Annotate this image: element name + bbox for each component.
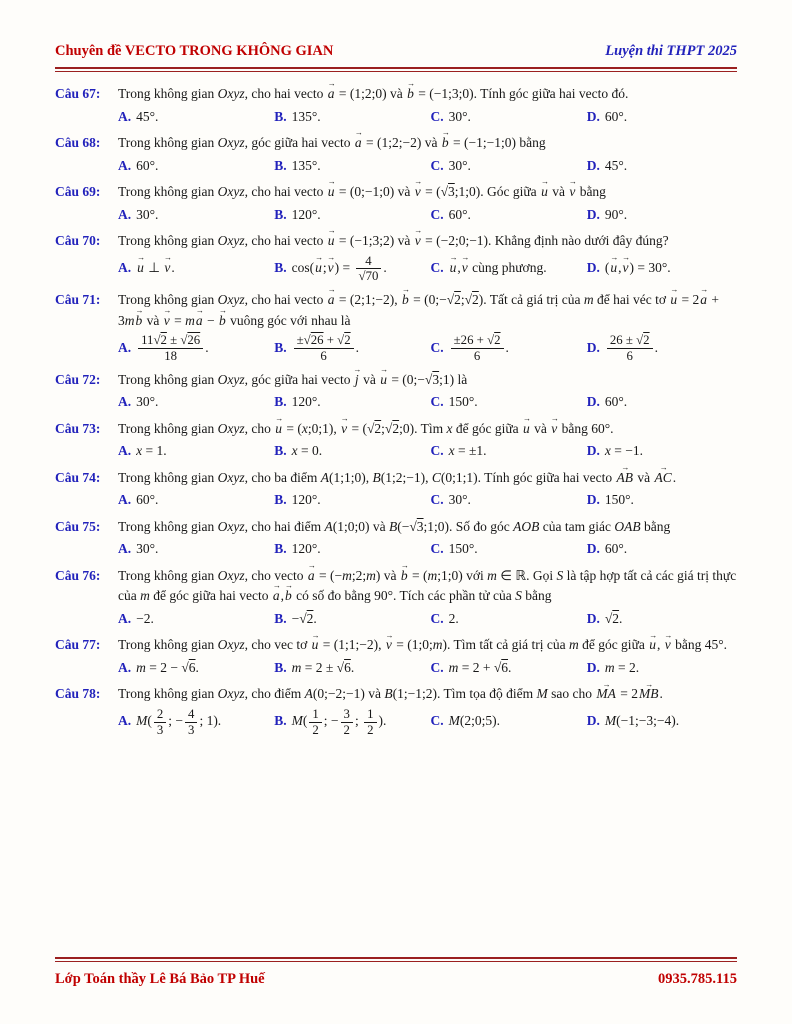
- answer-option: [587, 539, 737, 560]
- question-stem: Trong không gian Oxyz, cho ba điểm A(1;1;0), B(1;2;−1), C(0;1;1). Tính góc giữa hai vecto AB → và AC →.: [118, 468, 737, 489]
- option-letter: A.: [118, 492, 132, 508]
- option-letter: A.: [118, 259, 132, 275]
- option-text: 135°.: [291, 157, 321, 173]
- header-divider: [55, 67, 737, 72]
- option-text: 30°.: [136, 541, 159, 557]
- option-letter: B.: [274, 108, 287, 124]
- option-letter: A.: [118, 339, 132, 355]
- question-options: [118, 107, 737, 128]
- option-letter: D.: [586, 339, 600, 355]
- option-text: m = 2 − √6.: [136, 659, 199, 675]
- question: [55, 566, 737, 630]
- question-stem: Trong không gian Oxyz, cho hai điểm A(1;0;0) và B(−√3;1;0). Số đo góc AOB của tam giác OAB bằng: [118, 518, 671, 534]
- option-text: m = 2.: [604, 659, 640, 675]
- option-letter: B.: [274, 339, 287, 355]
- answer-option: [118, 490, 268, 511]
- question: [55, 684, 737, 737]
- option-text: m = 2 ± √6.: [291, 659, 355, 675]
- option-text: $\frac{\pm√26 + √2}{6}$ .: [292, 340, 359, 355]
- question-number: Câu 67:: [55, 86, 101, 102]
- question-body: [118, 182, 737, 225]
- answer-option: [587, 205, 737, 226]
- option-text: 120°.: [291, 492, 321, 508]
- option-letter: B.: [274, 259, 287, 275]
- answer-option: [431, 609, 581, 630]
- option-letter: D.: [586, 659, 600, 675]
- option-text: 60°.: [604, 108, 628, 124]
- answer-option: [274, 490, 424, 511]
- question: [55, 231, 737, 284]
- answer-option: [431, 539, 581, 560]
- question-number: Câu 69:: [55, 184, 101, 200]
- question-body: [118, 419, 737, 462]
- answer-option: [274, 254, 424, 285]
- answer-option: [118, 333, 268, 364]
- option-text: −√2.: [291, 610, 317, 626]
- question-options: [118, 707, 737, 738]
- question-options: [118, 441, 737, 462]
- option-text: 120°.: [291, 206, 321, 222]
- footer-phone-number: 0935.785.115: [658, 970, 737, 987]
- question-options: [118, 658, 737, 679]
- question: [55, 182, 737, 225]
- option-text: 120°.: [291, 541, 321, 557]
- option-letter: D.: [586, 108, 600, 124]
- question-stem: Trong không gian Oxyz, cho vec tơ u → = (1;1;−2), v → = (1;0;m). Tìm tất cả giá trị của m để góc giữa u →, v → bằng 45°.: [118, 635, 737, 656]
- answer-option: [587, 156, 737, 177]
- question-stem: Trong không gian Oxyz, cho hai vecto u → = (0;−1;0) và v → = (√3;1;0). Góc giữa u → và v → bằng: [118, 182, 737, 203]
- answer-option: [587, 333, 737, 364]
- option-letter: A.: [118, 713, 132, 729]
- answer-option: [587, 490, 737, 511]
- answer-option: [431, 711, 581, 732]
- answer-option: [274, 707, 424, 738]
- option-letter: D.: [586, 610, 600, 626]
- question-number: Câu 74:: [55, 469, 101, 485]
- answer-option: [274, 441, 424, 462]
- option-text: u → ⊥ v →.: [136, 260, 175, 275]
- option-text: $\frac{26 \pm √2}{6}$ .: [605, 340, 658, 355]
- option-letter: B.: [274, 443, 287, 459]
- option-text: M(−1;−3;−4).: [604, 713, 680, 729]
- answer-option: [431, 392, 581, 413]
- question-options: [118, 490, 737, 511]
- question: [55, 370, 737, 413]
- option-letter: C.: [430, 339, 444, 355]
- question-body: [118, 290, 737, 364]
- option-text: (u →,v →) = 30°.: [605, 260, 671, 275]
- answer-option: [118, 609, 268, 630]
- option-letter: A.: [118, 541, 132, 557]
- option-text: 30°.: [448, 492, 471, 508]
- answer-option: [274, 156, 424, 177]
- answer-option: [274, 333, 424, 364]
- option-letter: D.: [586, 492, 600, 508]
- option-text: M( $\frac{1}{2}$ ; − $\frac{3}{2}$ ; $\frac{1}{2}$ ).: [291, 706, 387, 737]
- answer-option: [431, 658, 581, 679]
- option-text: 60°.: [136, 492, 159, 508]
- question-body: [118, 635, 737, 678]
- question: [55, 635, 737, 678]
- answer-option: [431, 333, 581, 364]
- question-options: [118, 156, 737, 177]
- option-text: 150°.: [448, 541, 478, 557]
- question-number: Câu 76:: [55, 567, 101, 583]
- question-number: Câu 68:: [55, 135, 101, 151]
- option-text: x = −1.: [604, 443, 643, 459]
- option-text: 150°.: [604, 492, 634, 508]
- option-text: cos(u →;v →) = $\frac{4}{√70}$ .: [292, 260, 387, 275]
- option-text: √2.: [604, 610, 623, 626]
- question: [55, 517, 737, 560]
- option-text: 30°.: [448, 157, 471, 173]
- header-topic-title: Chuyên đề VECTO TRONG KHÔNG GIAN: [55, 43, 334, 59]
- question: [55, 419, 737, 462]
- answer-option: [431, 441, 581, 462]
- answer-option: [274, 392, 424, 413]
- question: [55, 468, 737, 511]
- answer-option: [431, 490, 581, 511]
- option-letter: D.: [586, 259, 600, 275]
- question-number: Câu 72:: [55, 371, 101, 387]
- answer-option: [118, 107, 268, 128]
- question-stem: Trong không gian Oxyz, góc giữa hai vecto a → = (1;2;−2) và b → = (−1;−1;0) bằng: [118, 133, 737, 154]
- answer-option: [274, 205, 424, 226]
- answer-option: [274, 107, 424, 128]
- answer-option: [587, 107, 737, 128]
- option-letter: A.: [118, 610, 132, 626]
- option-letter: B.: [274, 659, 287, 675]
- question-options: [118, 205, 737, 226]
- option-letter: D.: [586, 443, 600, 459]
- header-exam-label: Luyện thi THPT 2025: [605, 43, 737, 59]
- option-text: $\frac{11√2 \pm √26}{18}$ .: [136, 340, 208, 355]
- option-letter: C.: [430, 541, 444, 557]
- answer-option: [431, 258, 581, 279]
- option-text: 2.: [448, 610, 459, 626]
- question-options: [118, 392, 737, 413]
- option-text: $\frac{\pm 26 + √2}{6}$ .: [449, 340, 509, 355]
- option-letter: B.: [274, 610, 287, 626]
- question-body: [118, 84, 737, 127]
- answer-option: [274, 658, 424, 679]
- question-stem: Trong không gian Oxyz, cho điểm A(0;−2;−1) và B(1;−1;2). Tìm tọa độ điểm M sao cho MA → = 2MB →.: [118, 684, 737, 705]
- option-text: 60°.: [604, 394, 628, 410]
- option-letter: D.: [586, 713, 600, 729]
- answer-option: [118, 392, 268, 413]
- option-letter: C.: [430, 206, 444, 222]
- option-letter: D.: [586, 206, 600, 222]
- question-list: [55, 84, 737, 947]
- page-header: [55, 40, 737, 62]
- answer-option: [118, 539, 268, 560]
- option-letter: D.: [586, 394, 600, 410]
- option-text: M(2;0;5).: [448, 713, 500, 729]
- option-text: −2.: [136, 610, 154, 626]
- option-letter: A.: [118, 394, 132, 410]
- option-text: 150°.: [448, 394, 478, 410]
- question-stem: Trong không gian Oxyz, góc giữa hai vecto j → và u → = (0;−√3;1) là: [118, 370, 737, 391]
- option-letter: A.: [118, 659, 132, 675]
- question-body: [118, 370, 737, 413]
- question: [55, 133, 737, 176]
- option-text: 60°.: [604, 541, 628, 557]
- answer-option: [118, 707, 268, 738]
- answer-option: [587, 258, 737, 279]
- question-number: Câu 73:: [55, 420, 101, 436]
- option-text: u →,v → cùng phương.: [449, 260, 547, 275]
- option-letter: A.: [118, 206, 132, 222]
- option-text: M( $\frac{2}{3}$ ; − $\frac{4}{3}$ ; 1).: [136, 706, 222, 737]
- question-stem: Trong không gian Oxyz, cho hai vecto a → = (1;2;0) và b → = (−1;3;0). Tính góc giữa hai vecto đó.: [118, 84, 737, 105]
- option-text: 45°.: [136, 108, 159, 124]
- option-letter: C.: [430, 610, 444, 626]
- option-letter: B.: [274, 541, 287, 557]
- answer-option: [431, 205, 581, 226]
- option-letter: A.: [118, 443, 132, 459]
- question-body: [118, 517, 737, 560]
- question-stem: Trong không gian Oxyz, cho vecto a → = (−m;2;m) và b → = (m;1;0) với m ∈ ℝ. Gọi S là tập hợp tất cả các giá trị thực của m để góc giữa hai vecto a →,b → có số đo bằng 90°. Tích các phần tử của S bằng: [118, 566, 737, 607]
- option-text: 45°.: [604, 157, 628, 173]
- question-options: [118, 254, 737, 285]
- option-letter: C.: [430, 659, 444, 675]
- option-letter: C.: [430, 259, 444, 275]
- option-letter: D.: [586, 157, 600, 173]
- option-text: x = ±1.: [448, 443, 487, 459]
- answer-option: [274, 539, 424, 560]
- option-letter: C.: [430, 108, 444, 124]
- option-letter: C.: [430, 394, 444, 410]
- option-letter: B.: [274, 157, 287, 173]
- question-stem: Trong không gian Oxyz, cho hai vecto a → = (2;1;−2), b → = (0;−√2;√2). Tất cả giá trị của m để hai véc tơ u → = 2a → + 3mb → và v → = ma → − b → vuông góc với nhau là: [118, 290, 737, 331]
- option-text: x = 0.: [291, 443, 323, 459]
- question-stem: Trong không gian Oxyz, cho hai vecto u → = (−1;3;2) và v → = (−2;0;−1). Khẳng định nào dưới đây đúng?: [118, 231, 737, 252]
- option-letter: C.: [430, 157, 444, 173]
- page-footer: [55, 968, 737, 990]
- question-number: Câu 77:: [55, 637, 101, 653]
- option-text: 120°.: [291, 394, 321, 410]
- answer-option: [587, 392, 737, 413]
- answer-option: [274, 609, 424, 630]
- option-text: x = 1.: [136, 443, 167, 459]
- answer-option: [118, 205, 268, 226]
- footer-divider: [55, 957, 737, 962]
- answer-option: [431, 156, 581, 177]
- option-text: 60°.: [136, 157, 159, 173]
- answer-option: [587, 711, 737, 732]
- answer-option: [118, 258, 268, 279]
- option-letter: C.: [430, 443, 444, 459]
- question-number: Câu 70:: [55, 233, 101, 249]
- option-letter: C.: [430, 713, 444, 729]
- answer-option: [431, 107, 581, 128]
- answer-option: [587, 609, 737, 630]
- option-text: m = 2 + √6.: [448, 659, 512, 675]
- answer-option: [587, 658, 737, 679]
- question-body: [118, 231, 737, 284]
- question-body: [118, 684, 737, 737]
- option-letter: B.: [274, 206, 287, 222]
- question: [55, 84, 737, 127]
- option-letter: B.: [274, 492, 287, 508]
- option-letter: C.: [430, 492, 444, 508]
- question-number: Câu 71:: [55, 292, 101, 308]
- question-options: [118, 609, 737, 630]
- option-letter: A.: [118, 157, 132, 173]
- option-text: 30°.: [136, 394, 159, 410]
- question-number: Câu 75:: [55, 518, 101, 534]
- footer-class-name: Lớp Toán thầy Lê Bá Bảo TP Huế: [55, 970, 265, 987]
- option-text: 135°.: [291, 108, 321, 124]
- option-letter: D.: [586, 541, 600, 557]
- question-options: [118, 333, 737, 364]
- answer-option: [118, 441, 268, 462]
- question-stem: Trong không gian Oxyz, cho u → = (x;0;1), v → = (√2;√2;0). Tìm x để góc giữa u → và v → bằng 60°.: [118, 419, 737, 440]
- question-body: [118, 133, 737, 176]
- option-text: 30°.: [448, 108, 471, 124]
- option-letter: B.: [274, 394, 287, 410]
- option-letter: B.: [274, 713, 287, 729]
- answer-option: [587, 441, 737, 462]
- answer-option: [118, 658, 268, 679]
- answer-option: [118, 156, 268, 177]
- option-text: 30°.: [136, 206, 159, 222]
- question-number: Câu 78:: [55, 686, 101, 702]
- option-text: 90°.: [604, 206, 628, 222]
- question-options: [118, 539, 737, 560]
- question-body: [118, 566, 737, 630]
- question: [55, 290, 737, 364]
- option-text: 60°.: [448, 206, 471, 222]
- question-body: [118, 468, 737, 511]
- option-letter: A.: [118, 108, 132, 124]
